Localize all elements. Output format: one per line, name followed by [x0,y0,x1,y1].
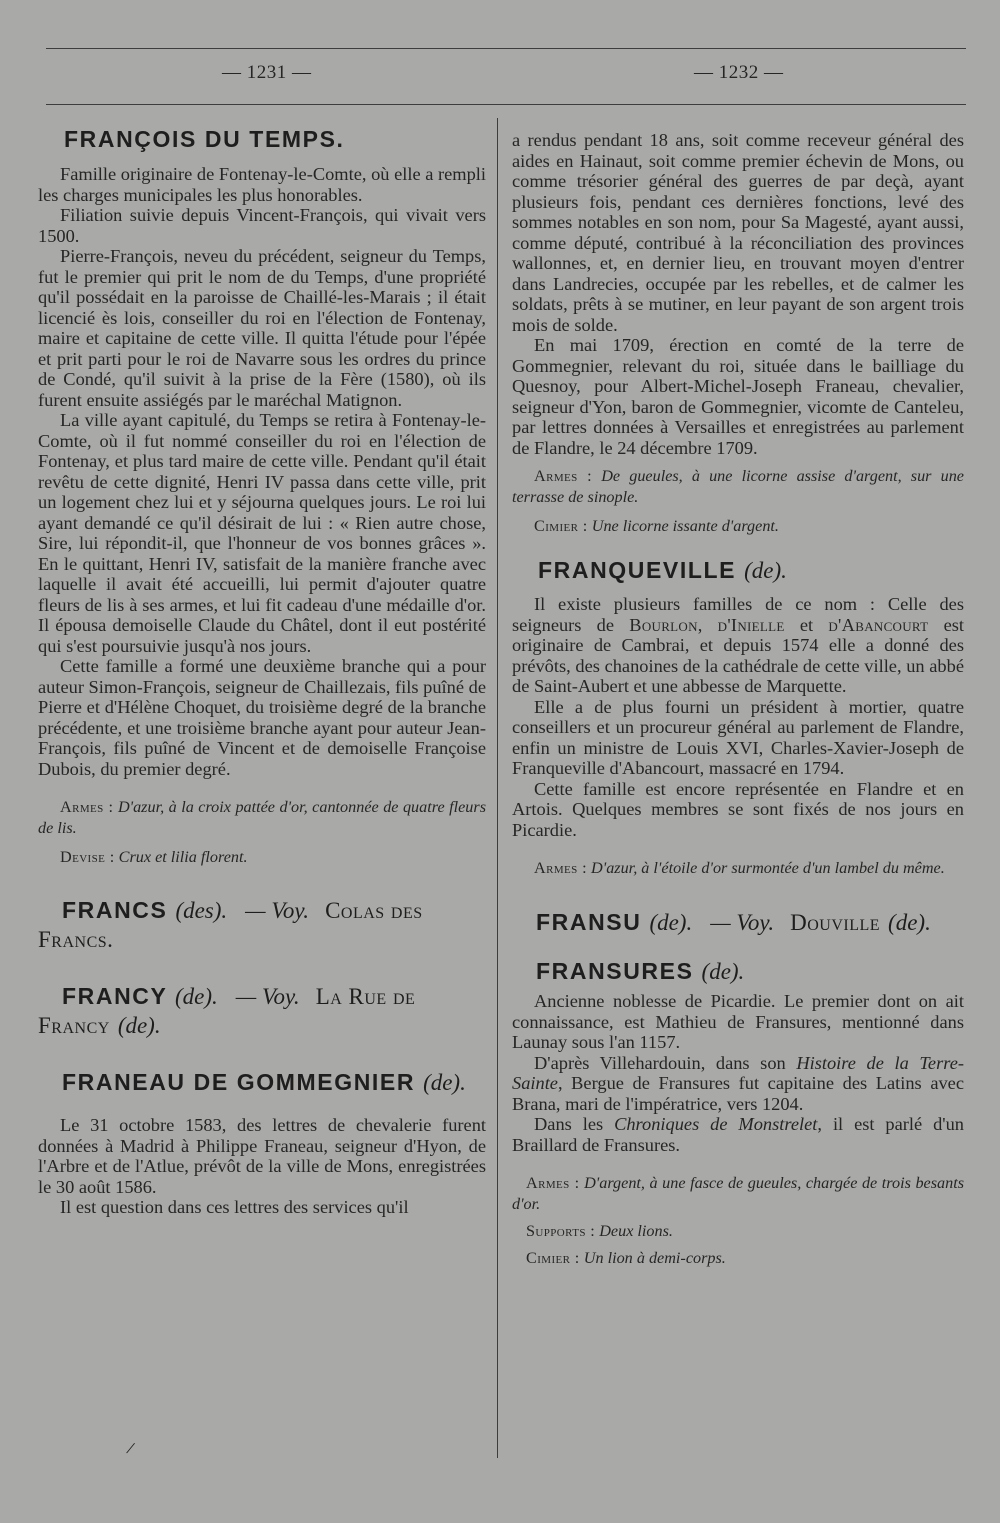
arms-value: D'azur, à la croix pattée d'or, cantonnée de quatre fleurs de lis. [38,798,486,837]
arms-label: Armes : [534,859,587,877]
fransu-voy: — Voy. [710,910,775,935]
family-name: d'Abancourt [828,614,929,635]
left-column [38,124,486,1218]
entry-title-francs: FRANCS [62,897,168,923]
arms-value: De gueules, à une licorne assise d'argent, sur une terrasse de sinople. [512,467,964,506]
entry-title-franeau: FRANEAU DE GOMMEGNIER [62,1069,416,1095]
book-title: Histoire de la Terre-Sainte [512,1052,964,1093]
entry-franqueville [512,555,964,586]
entry-title-franqueville: FRANQUEVILLE [538,557,737,583]
stray-mark: / [124,1437,137,1459]
header-rule [46,104,966,105]
franqueville-paragraph-1 [512,594,964,697]
francy-particle: (de). [175,984,218,1009]
francs-voy: — Voy. [245,898,310,923]
franqueville-paragraph-2: Elle a de plus fourni un président à mortier, quatre conseillers et un procureur général au parlement de Flandre, enfin un ministre de Louis XVI, Charles-Xavier-Joseph de Franqueville d'Abancourt, massacré en 1794. [512,696,964,778]
arms-label: Armes : [534,467,593,485]
francois-paragraph-1: Famille originaire de Fontenay-le-Comte, où elle a rempli les charges municipales les plus honorables. [38,164,486,205]
entry-fransures [512,956,964,987]
fransures-arms [512,1173,964,1215]
fransu-reference: Douville [790,910,881,935]
arms-label: Armes : [60,798,114,816]
fransures-paragraph-1: Ancienne noblesse de Picardie. Le premier dont on ait connaissance, est Mathieu de Fransures, mentionné dans Launay sous l'an 1157. [512,991,964,1052]
francy-reference-particle: (de). [117,1013,161,1038]
supports-label: Supports : [526,1222,596,1240]
text-run: et [784,614,829,635]
francy-reference: La Rue de Francy [38,984,416,1038]
cimier-label: Cimier : [534,517,588,535]
text-run: Dans les [534,1114,615,1134]
right-column [512,130,964,1269]
entry-fransu [512,907,964,938]
francois-arms [38,797,486,839]
left-page-number: — 1231 — [222,62,312,83]
francois-paragraph-3: Pierre-François, neveu du précédent, seigneur du Temps, fut le premier qui prit le nom de du Temps, d'une propriété qu'il possédait en la paroisse de Chaillé-les-Marais ; il était licencié ès lois, conseiller du roi en l'élection de Fontenay, maire et capitaine de cette ville. Il quitta l'étude pour l'épée et prit parti pour le roi de Navarre sous les ordres du prince de Condé, qu'il suivit à la prise de la Fère (1580), où ils furent ensuite assiégés par le maréchal Matignon. [38,246,486,410]
fransures-paragraph-3 [512,1114,964,1155]
fransures-supports [512,1221,964,1242]
francois-paragraph-2: Filiation suivie depuis Vincent-François, qui vivait vers 1500. [38,205,486,246]
entry-title-francy: FRANCY [62,983,168,1009]
fransures-cimier [512,1248,964,1269]
entry-title-fransures: FRANSURES [536,958,694,984]
franqueville-arms [512,858,964,879]
fransures-paragraph-2 [512,1053,964,1115]
franeau-particle: (de). [423,1070,466,1095]
francs-particle: (des). [175,898,228,923]
family-name: d'Inielle [717,614,785,635]
francs-reference: Colas des Francs. [38,898,423,952]
cimier-value: Un lion à demi-corps. [583,1249,726,1267]
fransu-reference-particle: (de). [888,910,931,935]
text-run: D'après Villehardouin, dans son [534,1052,797,1073]
devise-value: Crux et lilia florent. [118,848,248,866]
column-divider [497,118,498,1458]
fransures-particle: (de). [701,959,745,984]
francois-paragraph-4: La ville ayant capitulé, du Temps se retira à Fontenay-le-Comte, où il fut nommé conseiller du roi en l'élection de Fontenay, et plus tard maire de cette ville. Pendant qu'il était revêtu de cette dignité, Henri IV passa dans cette ville, prit un logement chez lui et y séjourna quelques jours. Le roi lui ayant demandé ce qu'il désirait de lui : « Rien autre chose, Sire, lui répondit-il, que l'honneur de vos bonnes grâces ». En le quittant, Henri IV, satisfait de la manière franche avec laquelle il avait été accueilli, lui permit d'ajouter quatre fleurs de lis à ses armes, et lui fit cadeau d'une médaille d'or. Il épousa demoiselle Claude du Châtel, dont il eut postérité qui s'est poursuivie jusqu'à nos jours. [38,410,486,656]
devise-label: Devise : [60,848,115,866]
entry-title-fransu: FRANSU [536,909,642,935]
franeau-continued-paragraph-2: En mai 1709, érection en comté de la terre de Gommegnier, relevant du roi, située dans le bailliage du Quesnoy, pour Albert-Michel-Joseph Franeau, chevalier, seigneur d'Yon, baron de Gommegnier, vicomte de Canteleu, par lettres données à Versailles et enregistrées au parlement de Flandre, le 24 décembre 1709. [512,335,964,458]
francy-voy: — Voy. [235,984,300,1009]
text-run: , Bergue de Fransures fut capitaine des Latins avec Brana, mari de l'impératrice, vers 1204. [512,1073,964,1114]
cimier-value: Une licorne issante d'argent. [591,517,779,535]
book-title: Chroniques de Monstrelet [614,1114,818,1134]
franqueville-particle: (de). [744,558,787,583]
text-run: est originaire de Cambrai, et depuis 1574 elle a donné des prévôts, des chanoines de la cathédrale de cette ville, un abbé de Saint-Aubert et une abbesse de Marquette. [512,614,965,696]
franeau-cimier [512,516,964,537]
arms-label: Armes : [526,1174,580,1192]
franeau-arms [512,466,964,508]
franqueville-paragraph-3: Cette famille est encore représentée en Flandre et en Artois. Quelques membres se sont fixés de nos jours en Picardie. [512,778,964,840]
text-run: , il est parlé d'un Braillard de Fransures. [512,1114,965,1155]
franeau-paragraph-2: Il est question dans ces lettres des services qu'il [60,1197,409,1217]
family-name: Bourlon [629,614,698,635]
entry-francy [38,982,486,1040]
franeau-continued-paragraph-1: a rendus pendant 18 ans, soit comme receveur général des aides en Hainaut, soit comme premier échevin de Mons, ou comme trésorier général des guerres de par deçà, ayant plusieurs fois, pendant ces dernières fonctions, levé des sommes notables en son nom, pour Sa Magesté, ayant aussi, comme député, contribué à la réconciliation des provinces wallonnes, et, en dernier lieu, en trouvant moyen d'entrer dans Landrecies, occupée par les rebelles, et de calmer les soldats, prêts à se mutiner, en leur payant de son argent trois mois de solde. [512,130,964,335]
entry-title-francois-du-temps: FRANÇOIS DU TEMPS. [64,126,345,152]
text-run: , [697,614,718,635]
franeau-paragraph-1: Le 31 octobre 1583, des lettres de chevalerie furent données à Madrid à Philippe Franeau, seigneur d'Hyon, de l'Arbre et de l'Atlue, prévôt de la ville de Mons, enregistrées le 30 août 1586. [38,1115,486,1197]
supports-value: Deux lions. [599,1222,673,1240]
francois-paragraph-5: Cette famille a formé une deuxième branche qui a pour auteur Simon-François, seigneur de Chaillezais, fils puîné de Pierre et d'Hélène Choquet, du troisième degré de la branche précédente, et une troisième branche ayant pour auteur Jean-François, fils puîné de Vincent et de demoiselle Françoise Dubois, du premier degré. [38,656,486,779]
entry-francs [38,896,486,954]
arms-value: D'azur, à l'étoile d'or surmontée d'un lambel du même. [591,859,945,877]
right-page-number: — 1232 — [694,62,784,83]
text-run: Il existe plusieurs familles de ce nom : Celle des seigneurs de [512,594,964,635]
entry-franeau [38,1068,486,1097]
cimier-label: Cimier : [526,1249,580,1267]
arms-value: D'argent, à une fasce de gueules, chargée de trois besants d'or. [512,1174,965,1213]
fransu-particle: (de). [649,910,693,935]
top-rule [46,48,966,49]
francois-devise [38,847,486,868]
